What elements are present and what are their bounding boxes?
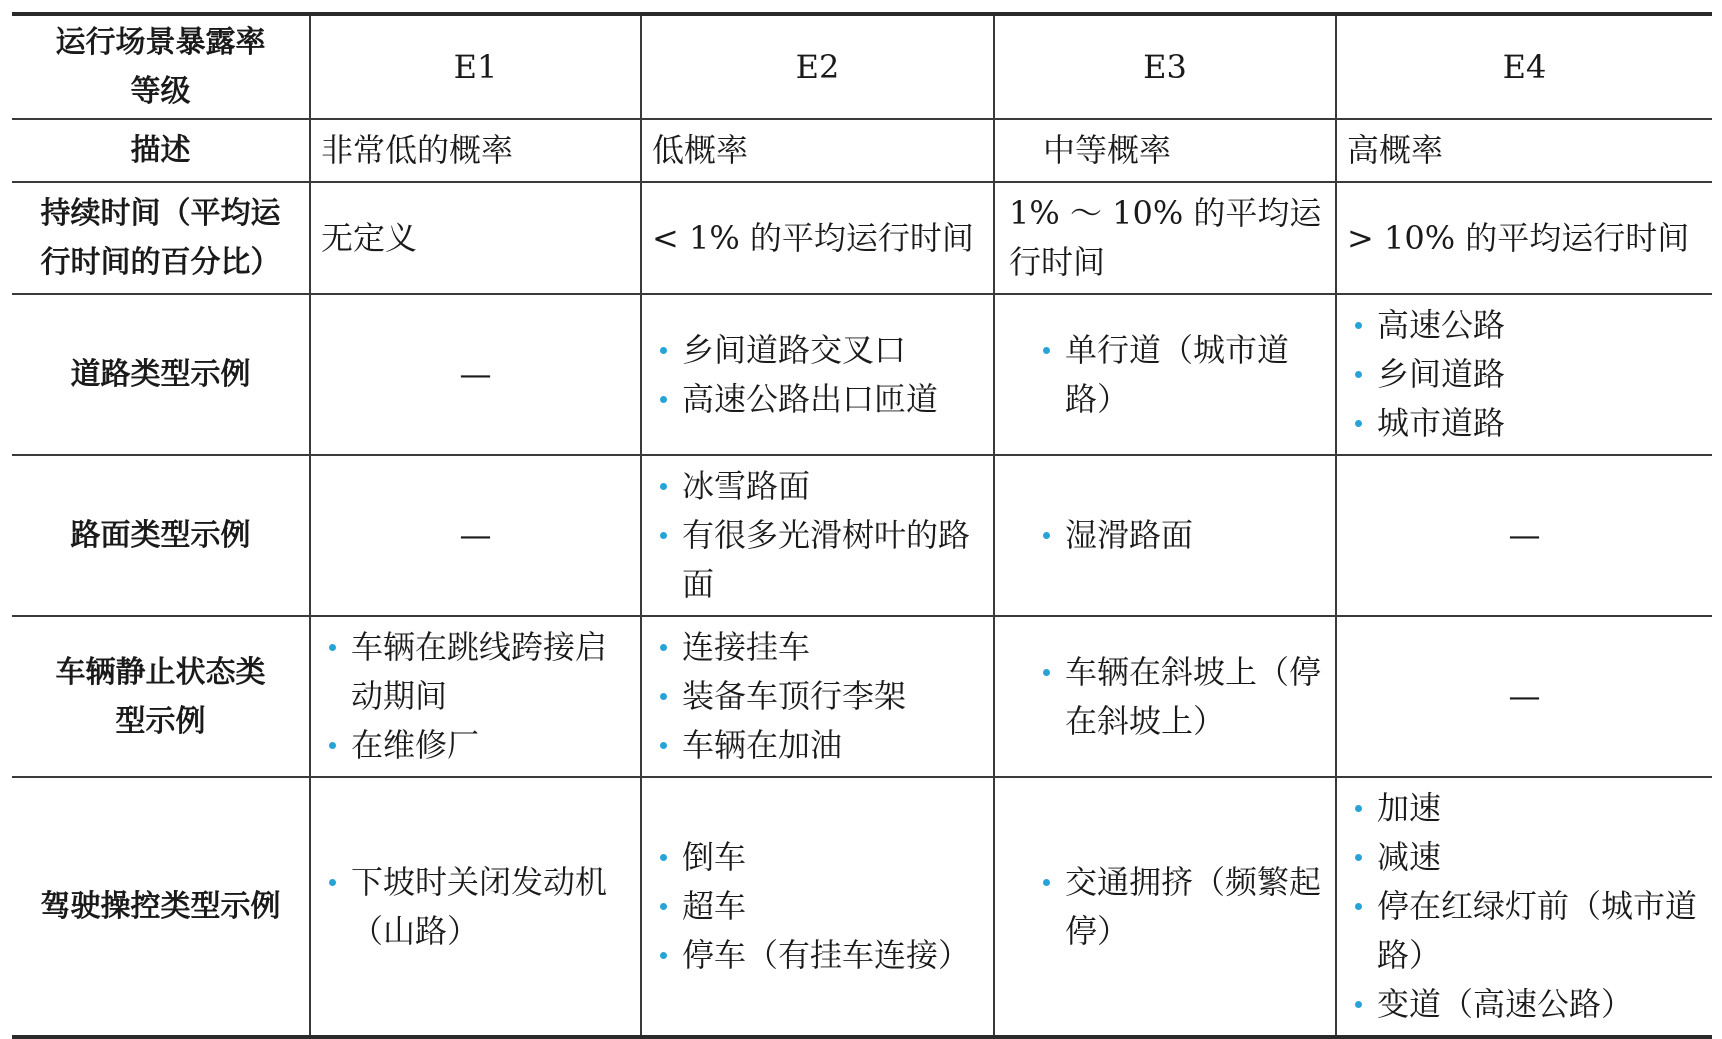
bullet-dot-icon xyxy=(660,742,667,749)
table-row xyxy=(12,777,1712,1037)
row-label: 道路类型示例 xyxy=(12,294,310,455)
list-item xyxy=(1347,833,1702,882)
list-item-text: 装备车顶行李架 xyxy=(682,677,907,715)
bullet-dot-icon xyxy=(660,532,667,539)
cell-list xyxy=(994,616,1336,777)
list-item xyxy=(1347,882,1702,980)
list-item xyxy=(1347,350,1702,399)
bullet-dot-icon xyxy=(1355,854,1362,861)
bullet-list xyxy=(1347,301,1702,448)
bullet-dot-icon xyxy=(1043,879,1050,886)
list-item-text: 变道（高速公路） xyxy=(1377,985,1634,1023)
level-e4: E4 xyxy=(1336,14,1712,119)
cell-text: 非常低的概率 xyxy=(310,119,641,182)
list-item-text: 下坡时关闭发动机（山路） xyxy=(351,862,608,950)
cell-list xyxy=(310,616,641,777)
level-e2: E2 xyxy=(641,14,994,119)
cell-text: 无定义 xyxy=(310,182,641,294)
bullet-list xyxy=(652,462,983,609)
list-item-text: 连接挂车 xyxy=(682,628,811,666)
bullet-dot-icon xyxy=(1355,322,1362,329)
table-wrapper xyxy=(12,12,1712,1039)
table-row xyxy=(12,182,1712,294)
cell-list xyxy=(994,777,1336,1037)
list-item xyxy=(652,833,983,882)
cell-list xyxy=(641,455,994,616)
list-item-text: 停车（有挂车连接） xyxy=(682,936,971,974)
bullet-list xyxy=(1035,511,1325,560)
list-item-text: 乡间道路交叉口 xyxy=(682,330,907,369)
list-item-text: 车辆在跳线跨接启动期间 xyxy=(351,628,608,715)
list-item xyxy=(652,672,983,721)
cell-dash: — xyxy=(1336,616,1712,777)
row-label: 路面类型示例 xyxy=(12,455,310,616)
list-item-text: 车辆在斜坡上（停在斜坡上） xyxy=(1065,652,1322,740)
cell-list xyxy=(641,616,994,777)
bullet-list xyxy=(321,623,630,770)
bullet-list xyxy=(652,833,983,980)
list-item-text: 加速 xyxy=(1377,789,1442,827)
bullet-dot-icon xyxy=(660,903,667,910)
cell-text: < 1% 的平均运行时间 xyxy=(641,182,994,294)
bullet-dot-icon xyxy=(1355,1001,1362,1008)
cell-text: 1% ～ 10% 的平均运行时间 xyxy=(994,182,1336,294)
bullet-dot-icon xyxy=(660,693,667,700)
cell-list xyxy=(641,294,994,455)
list-item-text: 有很多光滑树叶的路面 xyxy=(682,516,971,603)
list-item xyxy=(652,511,983,609)
bullet-list xyxy=(1035,858,1325,956)
list-item-text: 在维修厂 xyxy=(351,726,480,764)
list-item xyxy=(652,375,983,424)
header-label: 运行场景暴露率等级 xyxy=(12,14,310,119)
list-item xyxy=(1035,648,1325,746)
list-item xyxy=(1035,326,1325,424)
list-item-text: 冰雪路面 xyxy=(682,467,811,505)
list-item xyxy=(652,721,983,770)
bullet-list xyxy=(1035,326,1325,424)
cell-dash: — xyxy=(310,455,641,616)
cell-list xyxy=(994,455,1336,616)
cell-text: 低概率 xyxy=(641,119,994,182)
bullet-dot-icon xyxy=(329,644,336,651)
list-item-text: 乡间道路 xyxy=(1377,355,1506,393)
bullet-list xyxy=(321,858,630,956)
bullet-list xyxy=(652,623,983,770)
list-item xyxy=(1347,399,1702,448)
exposure-level-table xyxy=(12,12,1712,1039)
cell-dash: — xyxy=(1336,455,1712,616)
list-item xyxy=(652,882,983,931)
bullet-dot-icon xyxy=(1355,805,1362,812)
cell-text: > 10% 的平均运行时间 xyxy=(1336,182,1712,294)
cell-text: 高概率 xyxy=(1336,119,1712,182)
bullet-dot-icon xyxy=(660,483,667,490)
list-item-text: 车辆在加油 xyxy=(682,726,843,764)
list-item-text: 超车 xyxy=(682,887,747,925)
list-item-text: 减速 xyxy=(1377,838,1442,876)
bullet-dot-icon xyxy=(329,879,336,886)
cell-list xyxy=(994,294,1336,455)
list-item xyxy=(1347,784,1702,833)
row-label: 车辆静止状态类型示例 xyxy=(12,616,310,777)
bullet-dot-icon xyxy=(660,854,667,861)
list-item-text: 湿滑路面 xyxy=(1065,516,1194,554)
list-item-text: 单行道（城市道路） xyxy=(1065,330,1290,418)
level-e1: E1 xyxy=(310,14,641,119)
row-label: 驾驶操控类型示例 xyxy=(12,777,310,1037)
list-item xyxy=(321,623,630,721)
list-item-text: 高速公路 xyxy=(1377,306,1506,344)
row-label: 描述 xyxy=(12,119,310,182)
list-item xyxy=(1347,980,1702,1029)
table-row xyxy=(12,294,1712,455)
list-item-text: 城市道路 xyxy=(1377,404,1506,442)
bullet-list xyxy=(1347,784,1702,1029)
table-row xyxy=(12,119,1712,182)
list-item xyxy=(652,931,983,980)
list-item xyxy=(321,858,630,956)
row-label: 持续时间（平均运行时间的百分比） xyxy=(12,182,310,294)
list-item-text: 停在红绿灯前（城市道路） xyxy=(1377,887,1698,974)
bullet-dot-icon xyxy=(660,644,667,651)
list-item xyxy=(1035,858,1325,956)
bullet-list xyxy=(1035,648,1325,746)
bullet-dot-icon xyxy=(660,347,667,354)
list-item-text: 高速公路出口匝道 xyxy=(682,379,939,418)
bullet-dot-icon xyxy=(660,952,667,959)
cell-list xyxy=(641,777,994,1037)
list-item xyxy=(321,721,630,770)
table-row xyxy=(12,455,1712,616)
bullet-dot-icon xyxy=(1043,532,1050,539)
list-item-text: 交通拥挤（频繁起停） xyxy=(1065,862,1322,950)
list-item xyxy=(652,623,983,672)
cell-text: 中等概率 xyxy=(994,119,1336,182)
level-e3: E3 xyxy=(994,14,1336,119)
cell-list xyxy=(1336,294,1712,455)
bullet-dot-icon xyxy=(1043,347,1050,354)
list-item xyxy=(652,462,983,511)
bullet-dot-icon xyxy=(1043,669,1050,676)
bullet-list xyxy=(652,326,983,424)
list-item-text: 倒车 xyxy=(682,838,747,876)
bullet-dot-icon xyxy=(1355,420,1362,427)
cell-dash: — xyxy=(310,294,641,455)
list-item xyxy=(1347,301,1702,350)
table-row xyxy=(12,616,1712,777)
header-row xyxy=(12,14,1712,119)
bullet-dot-icon xyxy=(329,742,336,749)
bullet-dot-icon xyxy=(660,396,667,403)
list-item xyxy=(1035,511,1325,560)
cell-list xyxy=(1336,777,1712,1037)
cell-list xyxy=(310,777,641,1037)
bullet-dot-icon xyxy=(1355,903,1362,910)
list-item xyxy=(652,326,983,375)
bullet-dot-icon xyxy=(1355,371,1362,378)
